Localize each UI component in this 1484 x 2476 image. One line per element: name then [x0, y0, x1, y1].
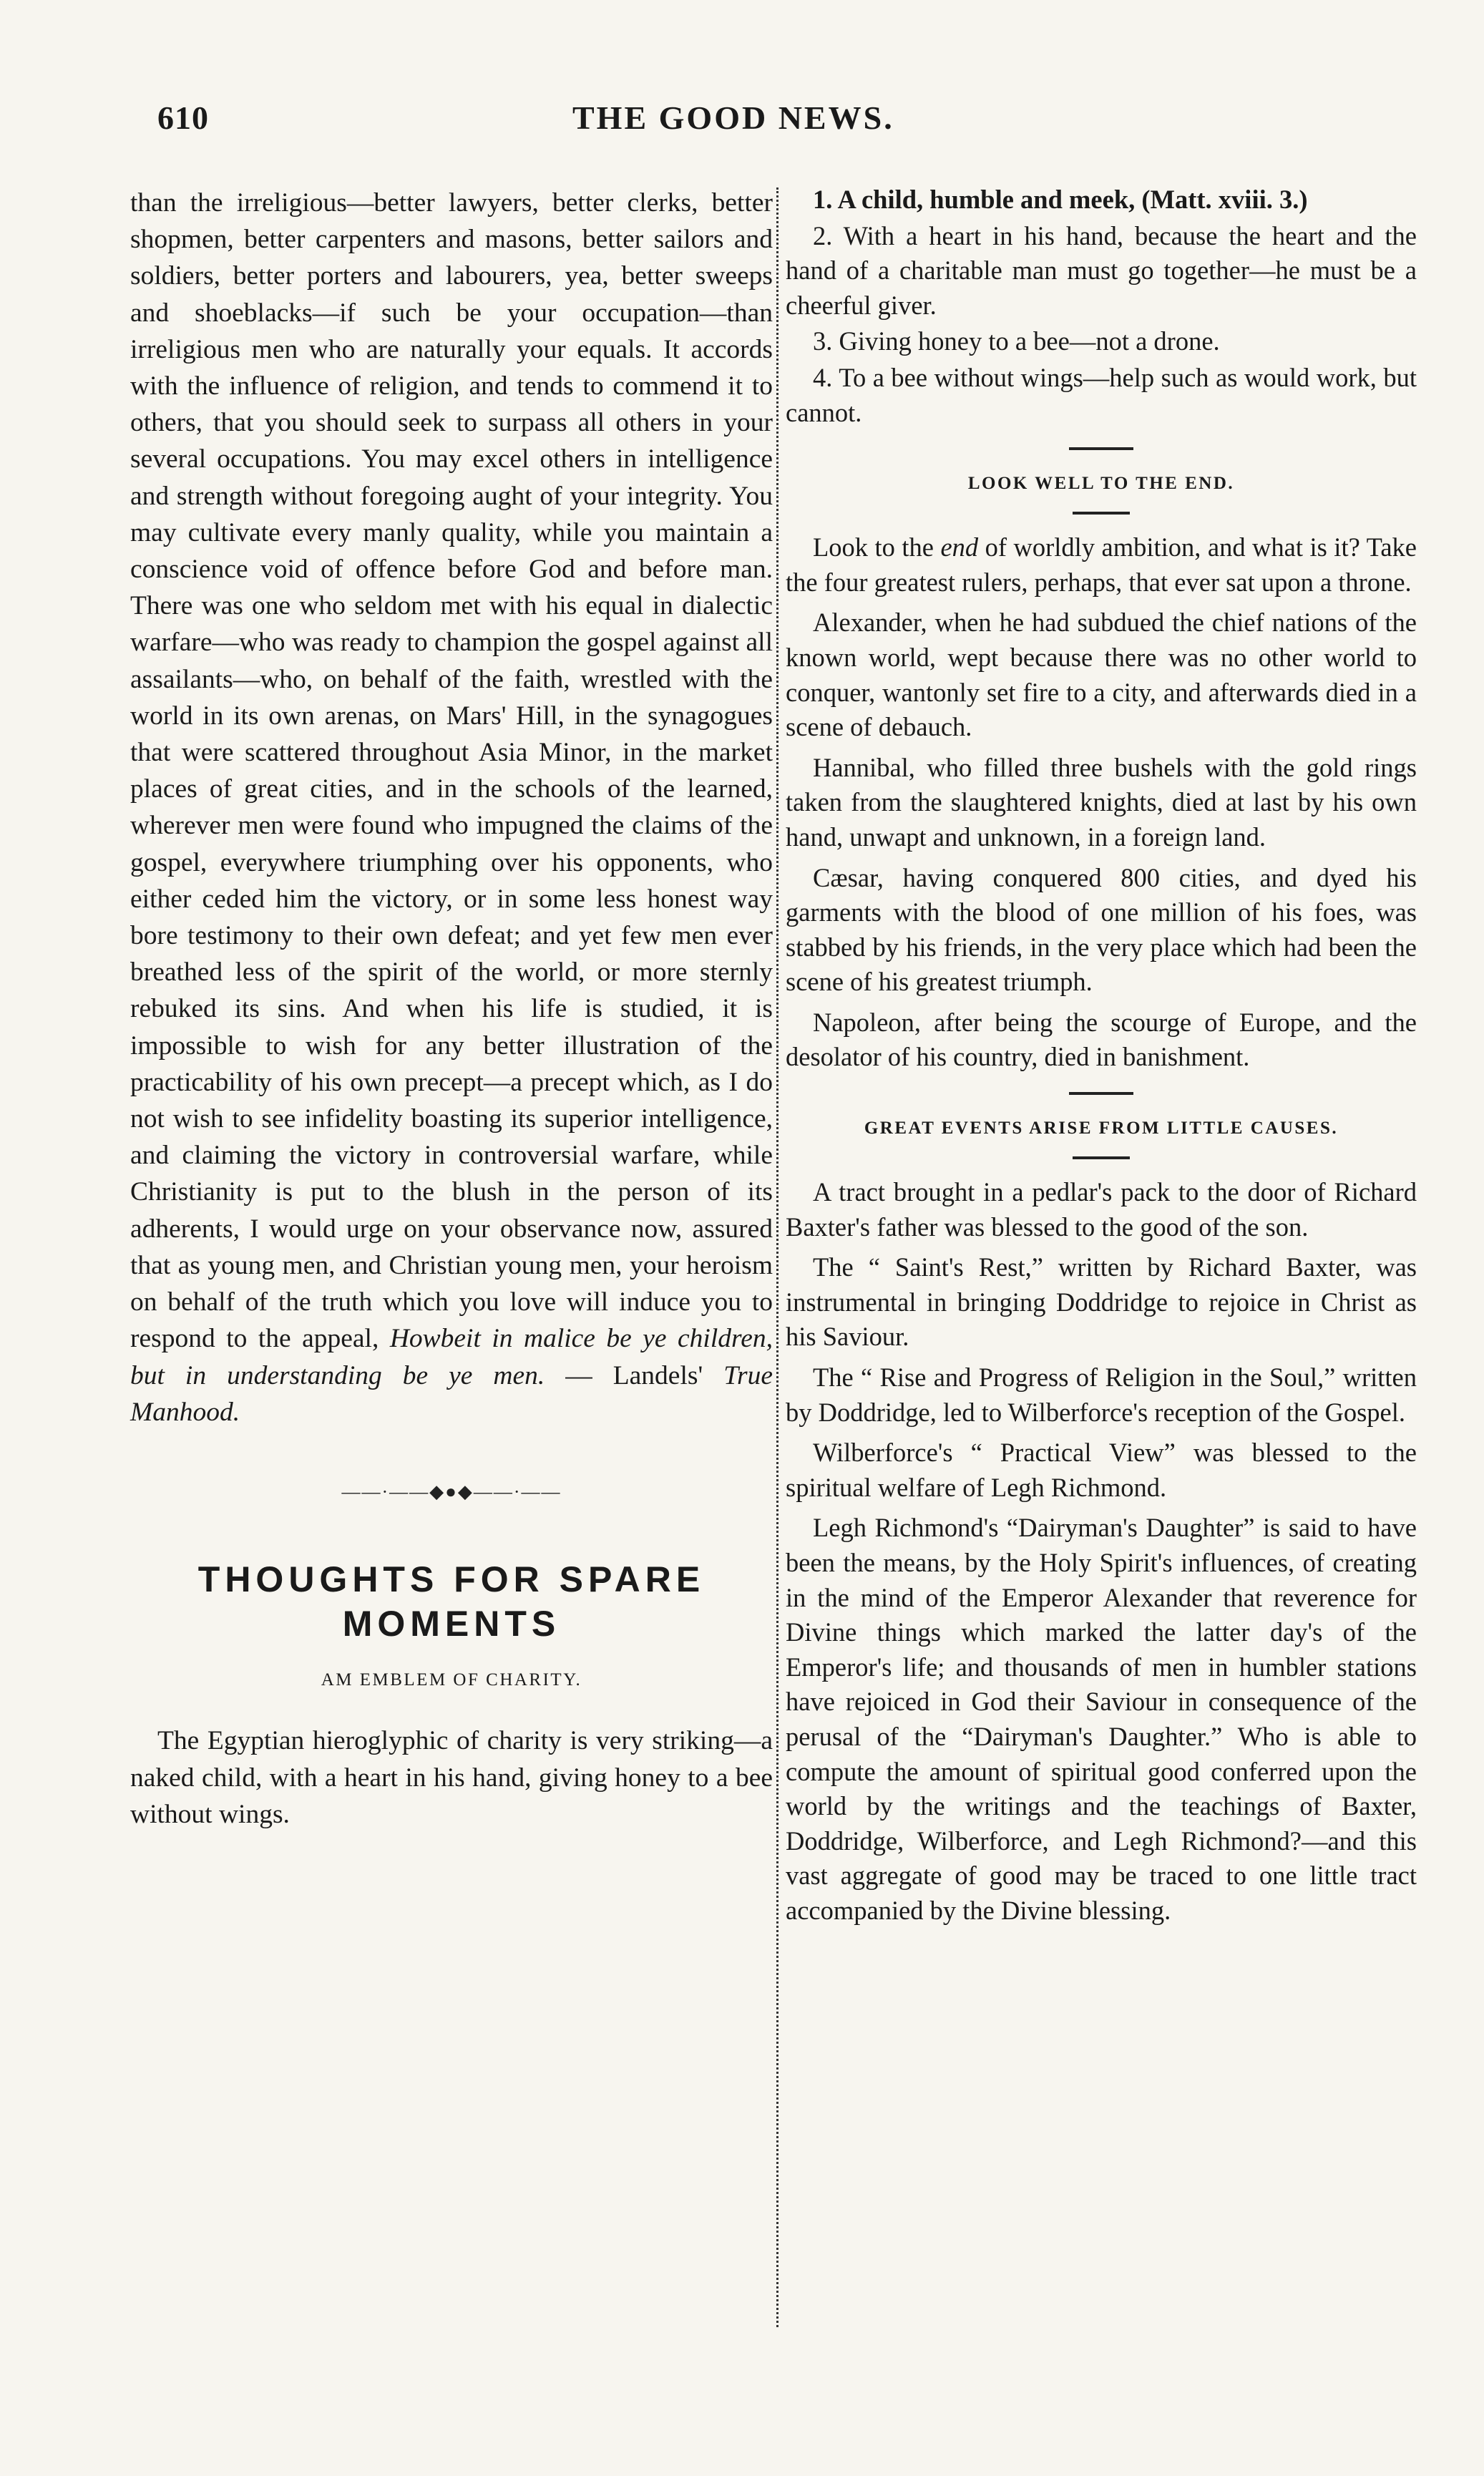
- body-text: than the irreligious—better lawyers, better clerks, better shopmen, better carpenters and masons, better sailors and soldiers, better porters and labourers, yea, better sweeps and shoeblacks—if such be your occupation—than irreligious men who are naturally your equals. It accords with the influence of religion, and tends to commend it to others, that you should seek to surpass all others in your several occupations. You may excel others in intelligence and strength without foregoing aught of your integrity. You may cultivate every manly quality, while you maintain a conscience void of offence before God and before man. There was one who seldom met with his equal in dialectic warfare—who was ready to champion the gospel against all assailants—who, on behalf of the faith, wrestled with the world in its own arenas, on Mars' Hill, in the synagogues that were scattered throughout Asia Minor, in the market places of great cities, and in the schools of the learned, wherever men were found who impugned the claims of the gospel, everywhere triumphing over his opponents, who either ceded him the victory, or in some less honest way bore testimony to their own defeat; and yet few men ever breathed less of the spirit of the world, or more sternly rebuked its sins. And when his life is studied, it is impossible to wish for any better illustration of the practicability of his own precept—a precept which, as I do not wish to see infidelity boasting its superior intelligence, and claiming the victory in controversial warfare, while Christianity is put to the blush in the person of its adherents, I would urge on your observance now, assured that as young men, and Christian young men, your heroism on behalf of the truth which you love will induce you to respond to the appeal,: [130, 188, 773, 1354]
- right-column: [786, 182, 1417, 1934]
- ruler-paragraph: Napoleon, after being the scourge of Europe, and the desolator of his country, died in banishment.: [786, 1007, 1417, 1072]
- section-title: THOUGHTS FOR SPARE MOMENTS: [197, 1559, 706, 1644]
- ruler-paragraph: Cæsar, having conquered 800 cities, and dyed his garments with the blood of one million of his foes, was stabbed by his friends, in the very place which had been the scene of his greatest triumph.: [786, 862, 1417, 997]
- ruler-paragraph: Alexander, when he had subdued the chief nations of the known world, wept because there was no other world to conquer, wantonly set fire to a city, and afterwards died in a scene of debauch.: [786, 608, 1417, 742]
- ornament-divider: ——·——◆●◆——·——: [341, 1481, 562, 1502]
- list-item: 4. To a bee without wings—help such as would work, but cannot.: [786, 362, 1417, 427]
- list-item: 3. Giving honey to a bee—not a drone.: [813, 326, 1220, 356]
- causes-paragraph: Legh Richmond's “Dairyman's Daughter” is said to have been the means, by the Holy Spirit's influences, of creating in the mind of the Emperor Alexander that reverence for Divine things which marked the latter day's of the Emperor's life; and thousands of men in humbler stations have rejoiced in God their Saviour in consequence of the perusal of the “Dairyman's Daughter.” Who is able to compute the amount of spiritual good conferred upon the world by the writings and the teachings of Baxter, Doddridge, Wilberforce, and Legh Richmond?—and this vast aggregate of good may be traced to one little tract accompanied by the Divine blessing.: [786, 1513, 1417, 1925]
- attribution: — Landels': [545, 1360, 724, 1390]
- running-title: THE GOOD NEWS.: [572, 99, 894, 136]
- list-item: 2. With a heart in his hand, because the heart and the hand of a charitable man must go together—he must be a cheerful giver.: [786, 220, 1417, 320]
- scripture-quote: Howbeit in malice be ye children, but in understanding be ye men.: [130, 1324, 773, 1390]
- body-paragraph: [130, 185, 773, 1430]
- causes-paragraph: The “ Saint's Rest,” written by Richard Baxter, was instrumental in bringing Doddridge to rejoice in Christ as his Saviour.: [786, 1252, 1417, 1352]
- section-heading-causes: GREAT EVENTS ARISE FROM LITTLE CAUSES.: [864, 1118, 1339, 1139]
- section-heading-end: LOOK WELL TO THE END.: [967, 474, 1235, 494]
- charity-paragraph: The Egyptian hieroglyphic of charity is very striking—a naked child, with a heart in his hand, giving honey to a bee without wings.: [130, 1726, 773, 1829]
- causes-paragraph: The “ Rise and Progress of Religion in the Soul,” written by Doddridge, led to Wilberforce's reception of the Gospel.: [786, 1363, 1417, 1427]
- column-divider: [776, 187, 778, 2327]
- page-header: [157, 99, 1402, 156]
- intro-text: Look to the: [813, 532, 941, 562]
- causes-paragraph: A tract brought in a pedlar's pack to the door of Richard Baxter's father was blessed to the good of the son.: [786, 1177, 1417, 1242]
- section-rule: [1069, 447, 1133, 450]
- intro-emphasis: end: [940, 532, 979, 562]
- intro-paragraph: [786, 530, 1417, 600]
- source-title: True Manhood.: [130, 1360, 773, 1427]
- causes-paragraph: Wilberforce's “ Practical View” was blessed to the spiritual welfare of Legh Richmond.: [786, 1438, 1417, 1502]
- section-rule: [1073, 512, 1130, 515]
- ruler-paragraph: Hannibal, who filled three bushels with the gold rings taken from the slaughtered knights, died at last by his own hand, unwapt and unknown, in a foreign land.: [786, 752, 1417, 852]
- list-item: 1. A child, humble and meek, (Matt. xviii. 3.): [813, 185, 1308, 214]
- page-number: 610: [157, 99, 209, 136]
- subsection-title: AM EMBLEM OF CHARITY.: [321, 1670, 582, 1690]
- left-column: [130, 185, 773, 1838]
- section-rule: [1069, 1092, 1133, 1095]
- section-rule: [1073, 1156, 1130, 1159]
- intro-text: of worldly ambition, and what is it? Take the four greatest rulers, perhaps, that ever sat upon a throne.: [786, 532, 1417, 597]
